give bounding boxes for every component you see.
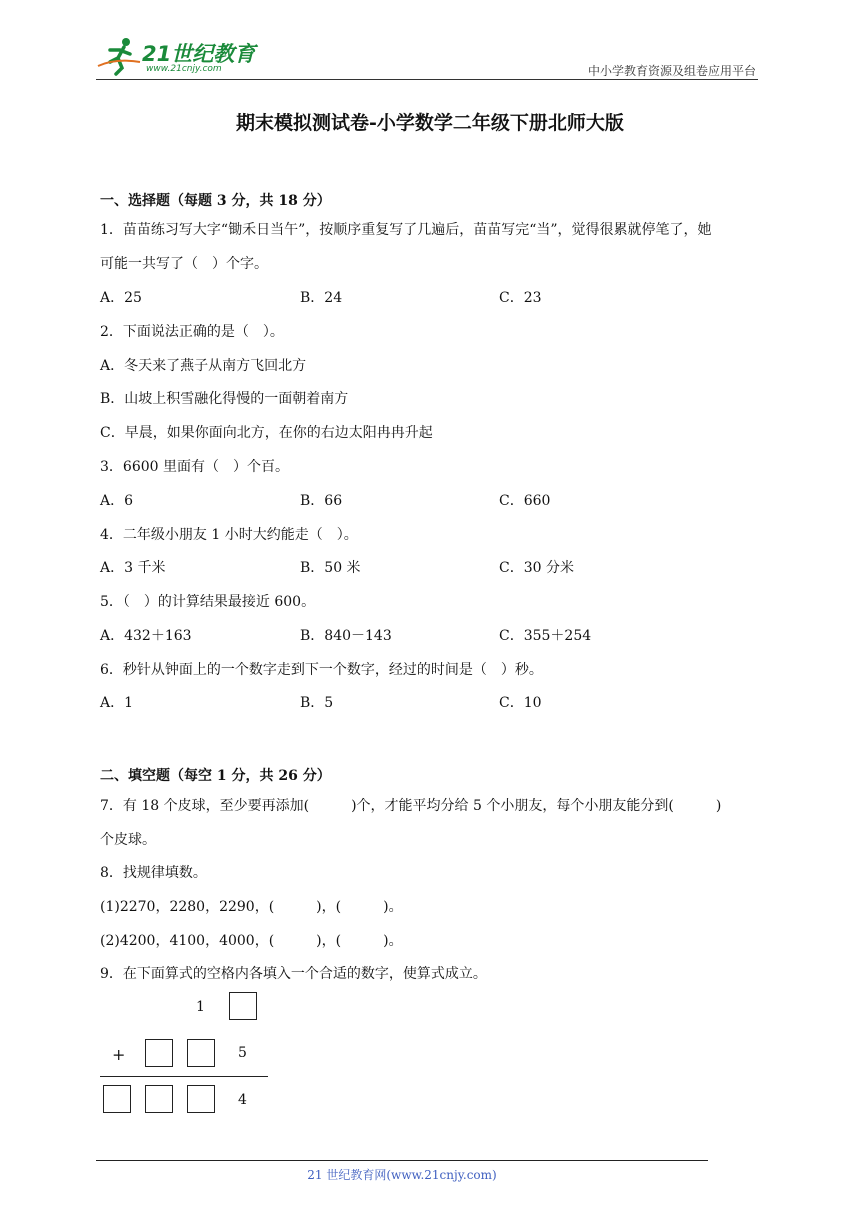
q5-option-c: C．355＋254 bbox=[499, 628, 592, 644]
question-5: 5．（ ）的计算结果最接近 600。 bbox=[100, 594, 316, 610]
puzzle-plus-sign: + bbox=[112, 1045, 126, 1064]
puzzle-box-mid-tens[interactable] bbox=[187, 1039, 215, 1067]
question-6: 6．秒针从钟面上的一个数字走到下一个数字，经过的时间是（ ）秒。 bbox=[100, 662, 543, 678]
q1-option-c: C．23 bbox=[499, 290, 542, 306]
puzzle-mid-digit: 5 bbox=[238, 1045, 247, 1061]
q6-option-a: A．1 bbox=[100, 695, 134, 711]
q4-option-b: B．50 米 bbox=[300, 560, 361, 576]
puzzle-box-mid-hundreds[interactable] bbox=[145, 1039, 173, 1067]
logo-main-text: 21世纪教育 bbox=[142, 42, 256, 66]
puzzle-bottom-digit: 4 bbox=[238, 1092, 247, 1108]
running-man-icon bbox=[96, 36, 142, 76]
question-8-part2: (2)4200，4100，4000，( )，( )。 bbox=[100, 933, 403, 949]
footer-divider bbox=[96, 1160, 708, 1161]
question-8: 8．找规律填数。 bbox=[100, 865, 207, 881]
logo bbox=[96, 36, 266, 78]
q5-option-a: A．432＋163 bbox=[100, 628, 192, 644]
q4-option-a: A．3 千米 bbox=[100, 560, 166, 576]
q3-option-c: C．660 bbox=[499, 493, 551, 509]
puzzle-box-top-ones[interactable] bbox=[229, 992, 257, 1020]
q6-option-b: B．5 bbox=[300, 695, 334, 711]
puzzle-top-digit: 1 bbox=[196, 999, 205, 1015]
question-1-line2: 可能一共写了（ ）个字。 bbox=[100, 256, 268, 272]
puzzle-sum-line bbox=[100, 1076, 268, 1077]
question-3: 3．6600 里面有（ ）个百。 bbox=[100, 459, 289, 475]
question-8-part1: (1)2270，2280，2290，( )，( )。 bbox=[100, 899, 403, 915]
question-2: 2．下面说法正确的是（ ）。 bbox=[100, 324, 284, 340]
puzzle-box-sum-thousands[interactable] bbox=[103, 1085, 131, 1113]
q4-option-c: C．30 分米 bbox=[499, 560, 574, 576]
header-platform-text: 中小学教育资源及组卷应用平台 bbox=[587, 64, 756, 78]
q3-option-a: A．6 bbox=[100, 493, 134, 509]
q5-option-b: B．840－143 bbox=[300, 628, 392, 644]
puzzle-box-sum-hundreds[interactable] bbox=[145, 1085, 173, 1113]
q2-option-b: B．山坡上积雪融化得慢的一面朝着南方 bbox=[100, 391, 349, 407]
question-7-line2: 个皮球。 bbox=[100, 832, 156, 848]
logo-sub-text: www.21cnjy.com bbox=[146, 64, 222, 74]
q6-option-c: C．10 bbox=[499, 695, 542, 711]
q1-option-b: B．24 bbox=[300, 290, 343, 306]
question-9: 9．在下面算式的空格内各填入一个合适的数字，使算式成立。 bbox=[100, 966, 487, 982]
q2-option-c: C．早晨，如果你面向北方，在你的右边太阳冉冉升起 bbox=[100, 425, 433, 441]
section1-heading: 一、选择题（每题 3 分，共 18 分） bbox=[100, 193, 331, 209]
question-1-line1: 1．苗苗练习写大字“锄禾日当午”，按顺序重复写了几遍后，苗苗写完“当”，觉得很累就停笔了，她 bbox=[100, 222, 712, 238]
q1-option-a: A．25 bbox=[100, 290, 142, 306]
question-4: 4．二年级小朋友 1 小时大约能走（ ）。 bbox=[100, 527, 358, 543]
page-title: 期末模拟测试卷-小学数学二年级下册北师大版 bbox=[236, 112, 624, 134]
puzzle-box-sum-tens[interactable] bbox=[187, 1085, 215, 1113]
header-divider bbox=[96, 79, 758, 80]
q3-option-b: B．66 bbox=[300, 493, 343, 509]
q2-option-a: A．冬天来了燕子从南方飞回北方 bbox=[100, 358, 307, 374]
section2-heading: 二、填空题（每空 1 分，共 26 分） bbox=[100, 768, 331, 784]
footer-text[interactable]: 21 世纪教育网(www.21cnjy.com) bbox=[307, 1168, 497, 1182]
question-7-line1: 7．有 18 个皮球，至少要再添加( )个，才能平均分给 5 个小朋友，每个小朋友能分到( ) bbox=[100, 798, 722, 814]
